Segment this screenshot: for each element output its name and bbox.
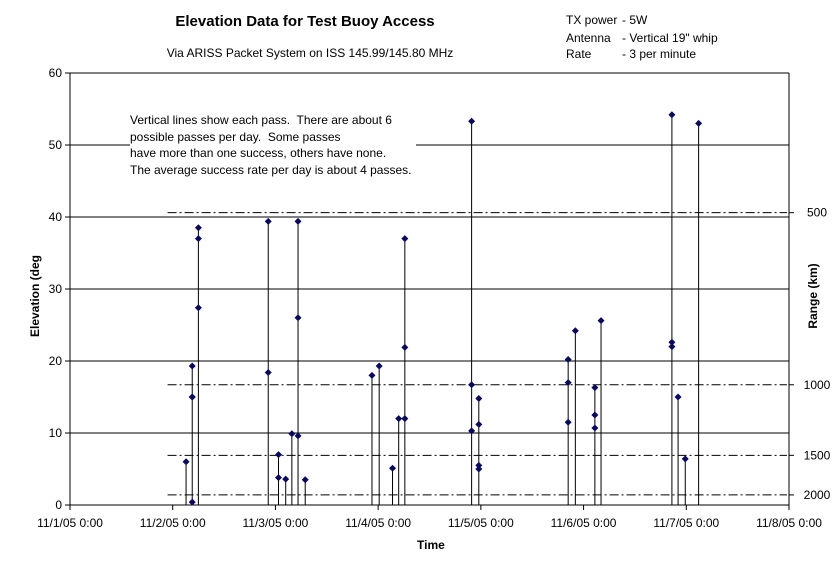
x-tick-label: 11/4/05 0:00 (345, 516, 412, 530)
data-point (275, 474, 282, 481)
data-point (282, 476, 289, 483)
y-tick-label: 50 (48, 138, 62, 152)
data-point (682, 455, 689, 462)
info-row-antenna (566, 31, 718, 45)
data-point (668, 339, 675, 346)
data-point (475, 395, 482, 402)
x-tick-label: 11/5/05 0:00 (447, 516, 514, 530)
data-point (395, 415, 402, 422)
data-point (572, 327, 579, 334)
data-point (195, 224, 202, 231)
data-point (475, 462, 482, 469)
x-tick-label: 11/2/05 0:00 (139, 516, 206, 530)
y-tick-label: 0 (55, 498, 62, 512)
data-point (468, 118, 475, 125)
data-point (376, 363, 383, 370)
range-label: 1500 (803, 448, 831, 463)
x-tick-label: 11/1/05 0:00 (37, 516, 103, 530)
data-point (475, 421, 482, 428)
chart-subtitle: Via ARISS Packet System on ISS 145.99/145.80 MHz (166, 46, 454, 60)
data-point (598, 317, 605, 324)
data-point (368, 372, 375, 379)
info-row-tx-power (566, 13, 647, 27)
data-point (295, 218, 302, 225)
data-point (275, 451, 282, 458)
data-point (302, 476, 309, 483)
info-value: - 3 per minute (622, 47, 697, 61)
data-point (265, 218, 272, 225)
x-tick-label: 11/6/05 0:00 (550, 516, 617, 530)
range-label: 500 (806, 205, 828, 220)
chart-title: Elevation Data for Test Buoy Access (175, 13, 435, 30)
data-point (389, 465, 396, 472)
y-tick-label: 40 (48, 210, 62, 224)
data-point (401, 344, 408, 351)
x-axis-title: Time (417, 538, 445, 552)
data-point (695, 120, 702, 127)
y-tick-label: 20 (48, 354, 62, 368)
y-axis-title: Elevation (deg (28, 255, 42, 338)
range-lines (168, 213, 787, 495)
data-point (189, 394, 196, 401)
info-key: Rate (566, 47, 592, 61)
data-point (668, 111, 675, 118)
info-key: Antenna (566, 31, 611, 45)
info-key: TX power (566, 13, 618, 27)
data-point (195, 235, 202, 242)
data-point (288, 430, 295, 437)
data-point (468, 381, 475, 388)
x-tick-label: 11/3/05 0:00 (242, 516, 309, 530)
data-point (401, 415, 408, 422)
info-value: - Vertical 19" whip (622, 31, 718, 45)
data-point (675, 394, 682, 401)
data-point (295, 314, 302, 321)
y-tick-label: 30 (48, 282, 62, 296)
data-point (195, 304, 202, 311)
data-point (401, 235, 408, 242)
x-tick-label: 11/7/05 0:00 (653, 516, 720, 530)
data-point (565, 419, 572, 426)
range-label: 2000 (803, 487, 831, 502)
data-point (565, 356, 572, 363)
x-tick-label: 11/8/05 0:00 (756, 516, 822, 530)
y-tick-label: 10 (48, 426, 62, 440)
info-value: - 5W (622, 13, 648, 27)
info-row-rate (566, 47, 696, 61)
data-point (591, 424, 598, 431)
y2-axis-title: Range (km) (806, 263, 820, 329)
data-point (265, 369, 272, 376)
data-point (189, 363, 196, 370)
y-tick-label: 60 (48, 66, 62, 80)
data-point (183, 458, 190, 465)
annotation-note: Vertical lines show each pass. There are about 6 possible passes per day. Some passes have more than one success, others have none. The average success rate per day is about 4 passes. (130, 112, 416, 178)
range-label: 1000 (803, 377, 831, 392)
data-point (591, 412, 598, 419)
